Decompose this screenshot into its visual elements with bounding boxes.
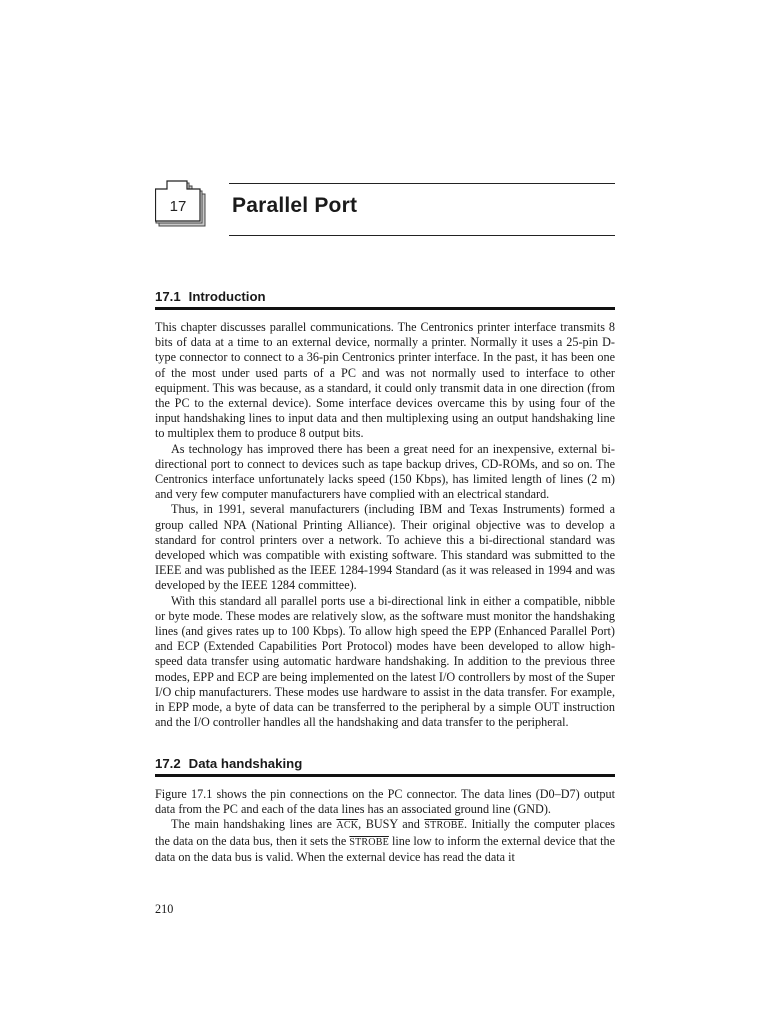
introduction-body — [155, 320, 615, 730]
chapter-number: 17 — [169, 198, 187, 215]
paragraph: Thus, in 1991, several manufacturers (including IBM and Texas Instruments) formed a group called NPA (National Printing Alliance). Their original objective was to develop a standard for control printers over a network. To achieve this a bi-directional standard was developed which was compatible with existing software. This standard was submitted to the IEEE and was published as the IEEE 1284-1994 Standard (as it was released in 1994 and was developed by the IEEE 1284 committee). — [155, 502, 615, 593]
section-title: Introduction — [188, 289, 266, 304]
chapter-badge-icon — [155, 180, 209, 232]
section-heading-introduction — [155, 289, 266, 304]
chapter-rule-bottom — [229, 235, 615, 236]
strobe-signal: STROBE — [424, 820, 464, 832]
ack-signal: $\overline{ACK}$ — [336, 820, 359, 832]
paragraph: With this standard all parallel ports use a bi-directional link in either a compatible, nibble or byte mode. These modes are relatively slow, as the software must monitor the handshaking lines (and gives rates up to 100 Kbps). To allow high speed the EPP (Enhanced Parallel Port) and ECP (Extended Capabilities Port Protocol) modes have been developed to allow high-speed data transfer using automatic hardware handshaking. In addition to the previous three modes, EPP and ECP are being implemented on the latest I/O controllers by most of the Super I/O chip manufacturers. These modes use hardware to assist in the data transfer. For example, in EPP mode, a byte of data can be transferred to the peripheral by a simple OUT instruction and the I/O controller handles all the handshaking and data transfer to the peripheral. — [155, 593, 615, 730]
section-heading-data-handshaking — [155, 756, 302, 771]
chapter-title: Parallel Port — [232, 194, 358, 217]
section-rule — [155, 307, 615, 310]
section-number: 17.2 — [155, 756, 181, 771]
section-number: 17.1 — [155, 289, 181, 304]
paragraph: Figure 17.1 shows the pin connections on the PC connector. The data lines (D0–D7) output data from the PC and each of the data lines has an associated ground line (GND). — [155, 787, 615, 817]
page-number: 210 — [155, 902, 174, 916]
paragraph: As technology has improved there has been a great need for an inexpensive, external bi-directional port to connect to devices such as tape backup drives, CD-ROMs, and so on. The Centronics interface unfortunately lacks speed (150 Kbps), has limited length of lines (2 m) and very few computer manufacturers have complied with an electrical standard. — [155, 441, 615, 502]
handshake-paragraph: The main handshaking lines are $\overline{ACK}$, BUSY and STROBE. Initially the computer places the data on the data bus, then it sets the STROBE line low to inform the external device that the data on the data bus is valid. When the external device has read the data it — [155, 817, 616, 864]
data-handshaking-body — [155, 787, 615, 865]
chapter-rule-top — [229, 183, 615, 184]
section-rule — [155, 774, 615, 777]
strobe-signal: STROBE — [349, 836, 389, 848]
section-title: Data handshaking — [188, 756, 303, 771]
paragraph: This chapter discusses parallel communications. The Centronics printer interface transmits 8 bits of data at a time to an external device, normally a printer. Normally it uses a 25-pin D-type connector to connect to a 36-pin Centronics printer interface. In the past, it has been one of the most under used parts of a PC and was not normally used to interface to other equipment. This was because, as a standard, it could only transmit data in one direction (from the PC to the external device). Some interface devices overcame this by using four of the input handshaking lines to input data and then multiplexing using an output handshaking line to multiplex them to produce 8 output bits. — [155, 320, 615, 441]
